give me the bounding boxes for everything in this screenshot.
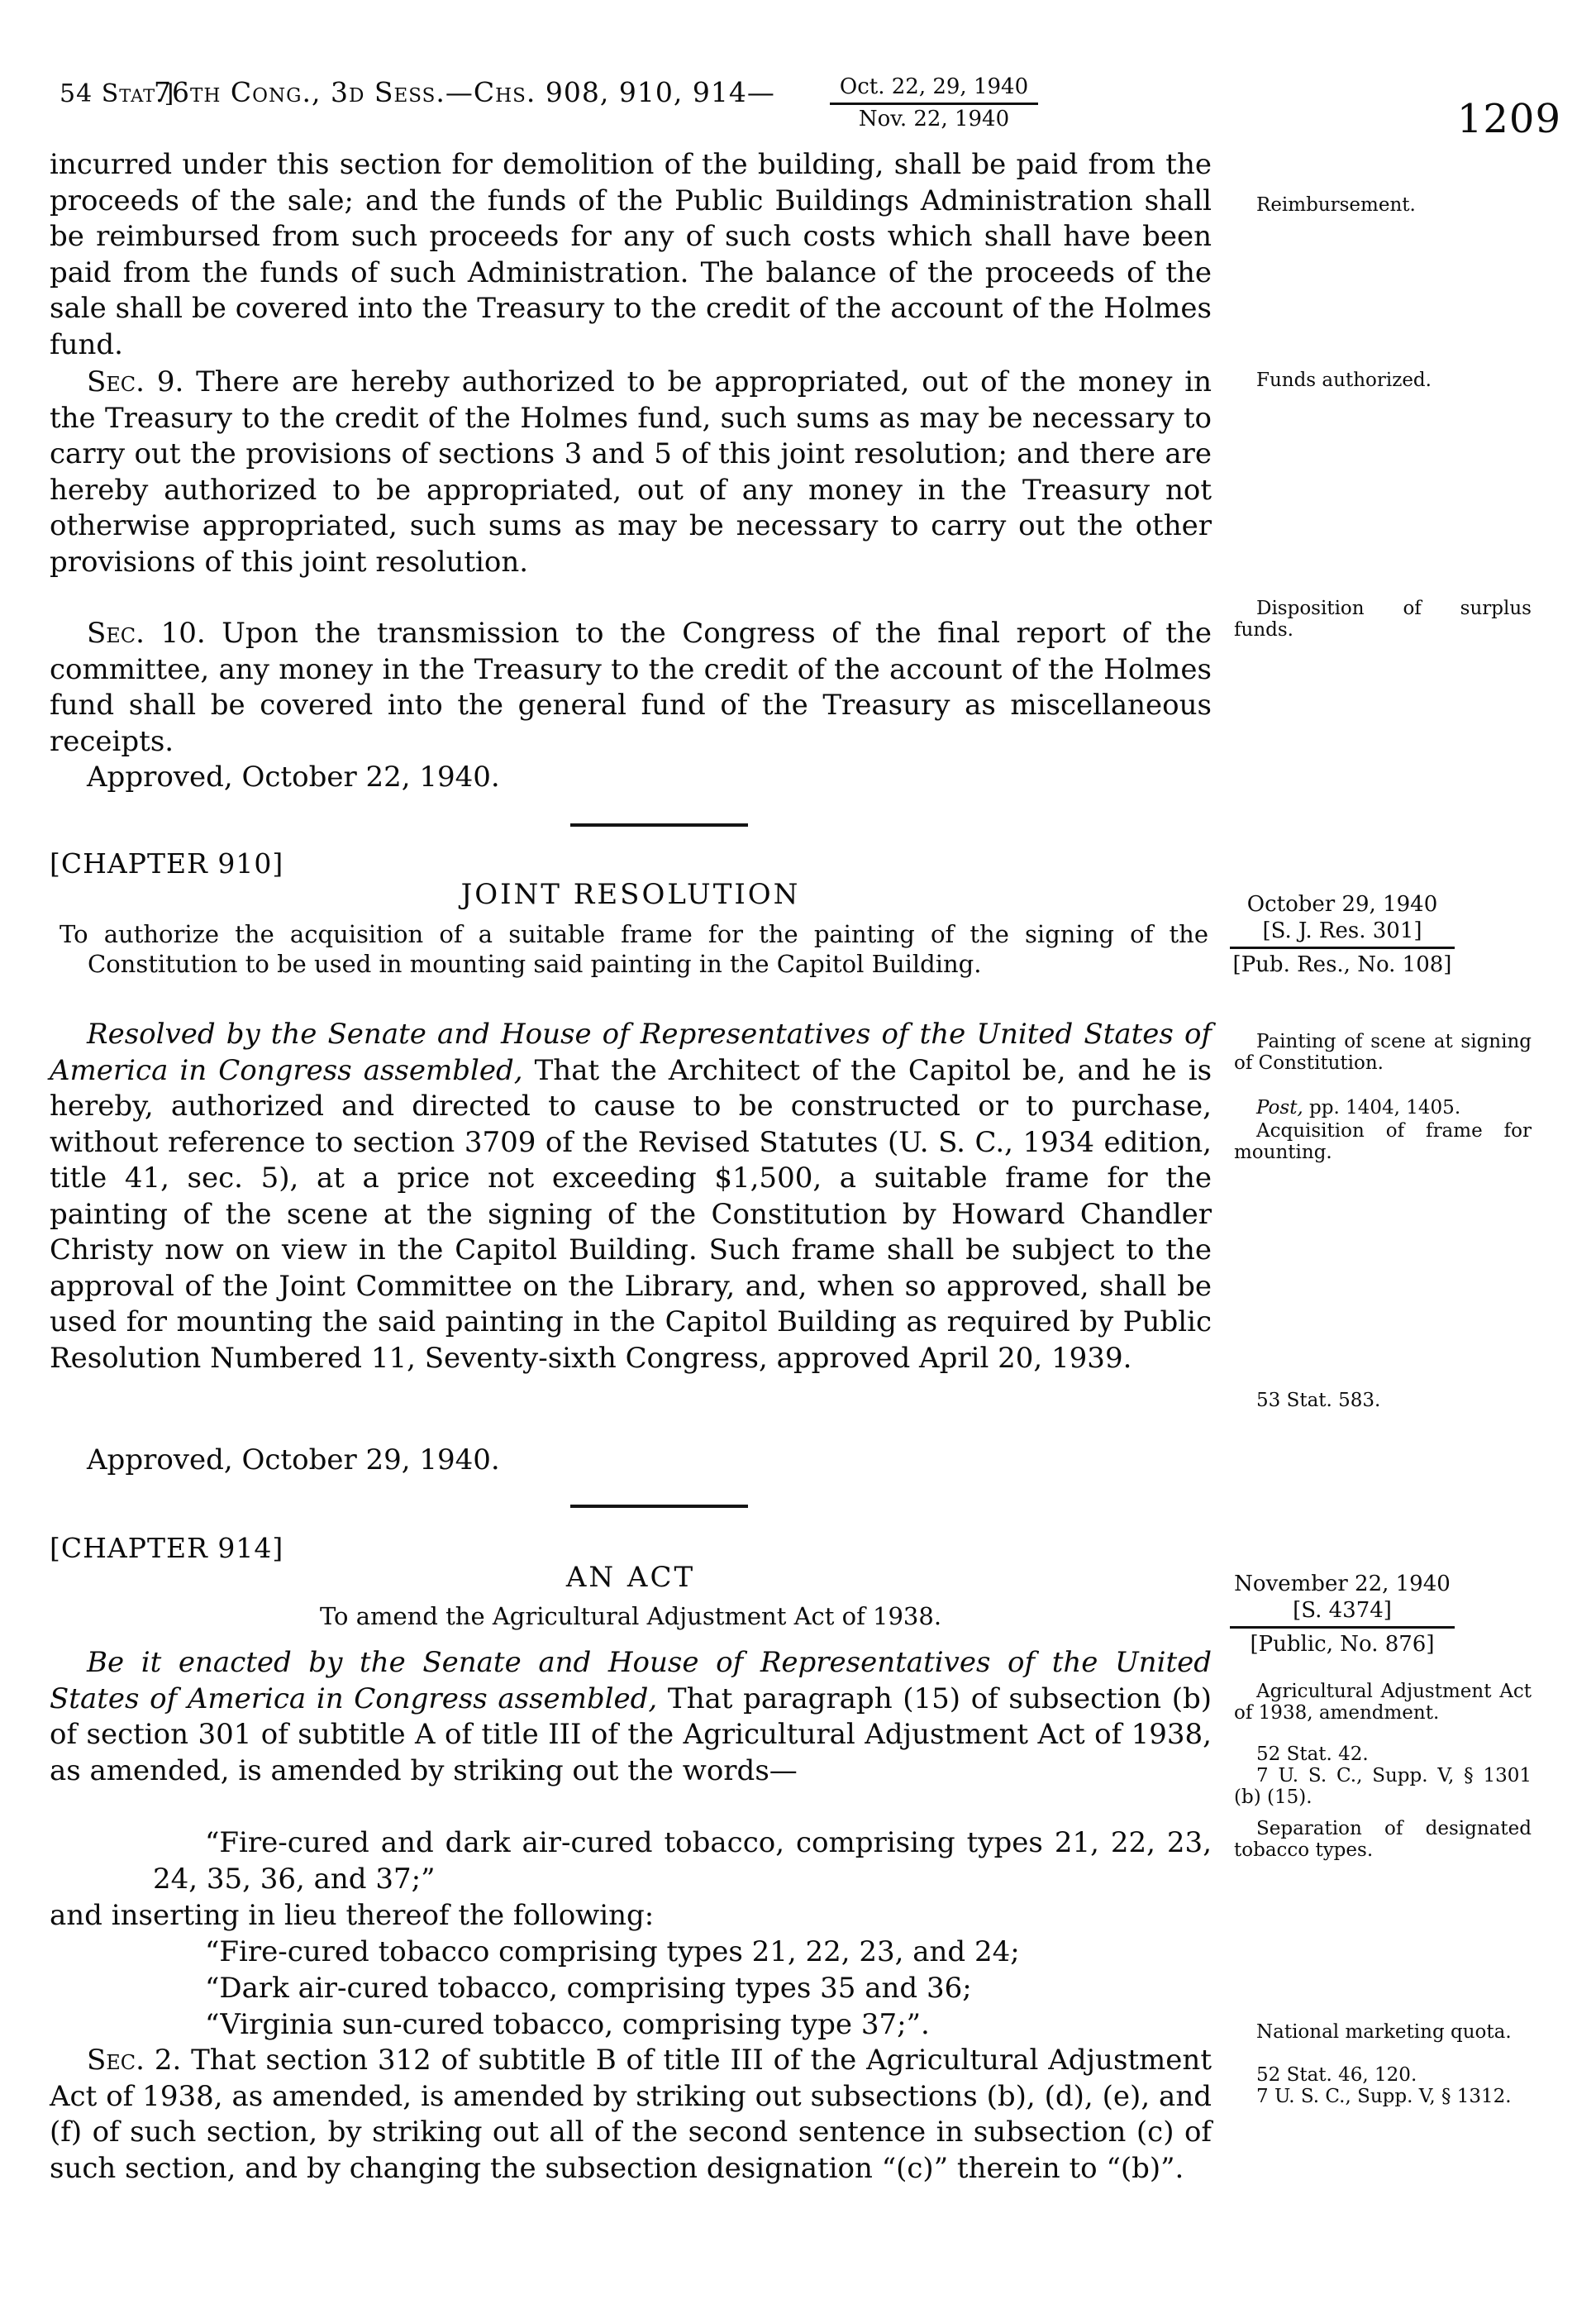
ch914-date-and-bill bbox=[1230, 1571, 1455, 1629]
ch914-inserting-line: and inserting in lieu thereof the following: bbox=[50, 1899, 655, 1932]
ch914-chapter-label: [CHAPTER 914] bbox=[50, 1532, 284, 1564]
margin-note-disposition: Disposition of surplus funds. bbox=[1234, 598, 1532, 641]
ch914-body-intro: That paragraph (15) of subsection (b) of section 301 of subtitle A of title III of the Agricultural Adjustment Act of 1938, as amended, is amended by striking out the words— bbox=[50, 1681, 1212, 1787]
ch914-margin-public-number: [Public, No. 876] bbox=[1250, 1632, 1435, 1657]
section-10-text: Upon the transmission to the Congress of the final report of the committee, any money in the Treasury to the credit of the account of the Holmes fund shall be covered into the general fund of the Treasury as miscellaneous receipts. bbox=[50, 617, 1212, 758]
ch910-margin-bill-number: [S. J. Res. 301] bbox=[1262, 918, 1422, 943]
ch908-approved-line: Approved, October 22, 1940. bbox=[87, 761, 500, 794]
section-9-text: There are hereby authorized to be appropriated, out of the money in the Treasury to the credit of the Holmes fund, such sums as may be necessary to carry out the provisions of sections 3 and 5 of this joint resolution; and there are hereby authorized to be appropriated, out of any money in the Treasury not otherwise appropriated, such sums as may be necessary to carry out the other provisions of this joint resolution. bbox=[50, 365, 1212, 579]
ch914-doc-type: AN ACT bbox=[565, 1561, 696, 1594]
ch914-inserted-clause-1: “Fire-cured tobacco comprising types 21, 22, 23, and 24; bbox=[205, 1935, 1020, 1968]
date-range-block bbox=[830, 73, 1038, 133]
margin-note-52-stat-46: 52 Stat. 46, 120. bbox=[1256, 2064, 1417, 2086]
section-divider bbox=[570, 823, 748, 827]
ch910-enacting-clause: Resolved by the Senate and House of Representatives of the United States of America in Congress assembled, bbox=[50, 1018, 1212, 1087]
ch914-margin-date-block bbox=[1230, 1571, 1455, 1658]
ch910-margin-public-number: [Pub. Res., No. 108] bbox=[1232, 952, 1452, 977]
section-2-text: That section 312 of subtitle B of title III of the Agricultural Adjustment Act of 1938, as amended, is amended by striking out subsections (b), (d), (e), and (f) of such section, by striking out all of the second sentence in subsection (c) of such section, and by changing the subsection designation “(c)” therein to “(b)”. bbox=[50, 2044, 1212, 2185]
margin-note-acquisition: Acquisition of frame for mounting. bbox=[1234, 1120, 1532, 1163]
ch910-date-and-bill bbox=[1230, 891, 1455, 949]
margin-note-reimbursement: Reimbursement. bbox=[1256, 194, 1416, 216]
ch914-enacting-paragraph bbox=[50, 1645, 1212, 1789]
ch910-body-text: That the Architect of the Capitol be, and he is hereby, authorized and directed to cause to be constructed or to purchase, without reference to section 3709 of the Revised Statutes (U. S. C., 1934 edition, title 41, sec. 5), at a price not exceeding $1,500, a suitable frame for the painting of the scene at the signing of the Constitution by Howard Chandler Christy now on view in the Capitol Building. Such frame shall be subject to the approval of the Joint Committee on the Library, and, when so approved, shall be used for mounting the said painting in the Capitol Building as required by Public Resolution Numbered 11, Seventy-sixth Congress, approved April 20, 1939. bbox=[50, 1053, 1212, 1375]
margin-note-funds-authorized: Funds authorized. bbox=[1256, 370, 1432, 391]
ch914-enacting-clause: Be it enacted by the Senate and House of Representatives of the United States of America in Congress assembled, bbox=[50, 1646, 1212, 1715]
section-2-label: Sec. 2. bbox=[87, 2044, 182, 2077]
ch910-margin-date-block bbox=[1230, 891, 1455, 978]
ch910-chapter-label: [CHAPTER 910] bbox=[50, 847, 284, 880]
margin-note-usc-1301: 7 U. S. C., Supp. V, § 1301 (b) (15). bbox=[1234, 1765, 1532, 1808]
ch910-title: To authorize the acquisition of a suitable frame for the painting of the signing of the Constitution to be used in mounting said painting in the Capitol Building. bbox=[60, 920, 1208, 978]
ch914-title: To amend the Agricultural Adjustment Act of 1938. bbox=[319, 1602, 942, 1630]
ch908-section-10 bbox=[50, 616, 1212, 760]
ch908-continuation-paragraph: incurred under this section for demolition of the building, shall be paid from the proceeds of the sale; and the funds of the Public Buildings Administration shall be reimbursed from such proceeds for any of such costs which shall have been paid from the funds of such Administration. The balance of the proceeds of the sale shall be covered into the Treasury to the credit of the account of the Holmes fund. bbox=[50, 148, 1212, 361]
ch910-margin-date: October 29, 1940 bbox=[1246, 892, 1438, 917]
section-9-label: Sec. 9. bbox=[87, 365, 184, 398]
ch914-margin-bill-number: [S. 4374] bbox=[1293, 1598, 1392, 1623]
margin-note-usc-1312: 7 U. S. C., Supp. V, § 1312. bbox=[1256, 2086, 1512, 2107]
ch910-doc-type: JOINT RESOLUTION bbox=[460, 878, 801, 911]
post-ref-italic: Post, bbox=[1256, 1097, 1303, 1119]
ch914-margin-date: November 22, 1940 bbox=[1234, 1572, 1451, 1596]
congress-session-line: 76th Cong., 3d Sess.—Chs. 908, 910, 914— bbox=[154, 76, 775, 108]
ch914-struck-words-quote: “Fire-cured and dark air-cured tobacco, comprising types 21, 22, 23, 24, 35, 36, and 37;” bbox=[153, 1826, 1212, 1896]
margin-note-amendment: Agricultural Adjustment Act of 1938, amendment. bbox=[1234, 1681, 1532, 1724]
ch910-approved-line: Approved, October 29, 1940. bbox=[87, 1443, 500, 1476]
section-divider bbox=[570, 1505, 748, 1508]
date-range-top: Oct. 22, 29, 1940 bbox=[830, 73, 1038, 105]
margin-note-52-stat-42: 52 Stat. 42. bbox=[1256, 1744, 1369, 1765]
margin-note-quota: National marketing quota. bbox=[1256, 2021, 1512, 2043]
post-ref-rest: pp. 1404, 1405. bbox=[1303, 1097, 1461, 1119]
volume-label: 54 Stat.] bbox=[60, 79, 175, 108]
section-10-label: Sec. 10. bbox=[87, 617, 206, 650]
ch914-inserted-clause-2: “Dark air-cured tobacco, comprising types 35 and 36; bbox=[205, 1972, 972, 2005]
ch908-section-9 bbox=[50, 365, 1212, 580]
margin-note-53-stat-583: 53 Stat. 583. bbox=[1256, 1390, 1381, 1411]
ch914-section-2 bbox=[50, 2043, 1212, 2187]
date-range-bottom: Nov. 22, 1940 bbox=[858, 107, 1010, 131]
margin-note-post-ref bbox=[1234, 1098, 1532, 1119]
ch914-inserted-clause-3: “Virginia sun-cured tobacco, comprising type 37;”. bbox=[205, 2008, 930, 2041]
ch910-resolution-paragraph bbox=[50, 1017, 1212, 1376]
margin-note-separation: Separation of designated tobacco types. bbox=[1234, 1818, 1532, 1861]
page-number: 1209 bbox=[1456, 96, 1561, 142]
margin-note-painting: Painting of scene at signing of Constitution. bbox=[1234, 1031, 1532, 1074]
